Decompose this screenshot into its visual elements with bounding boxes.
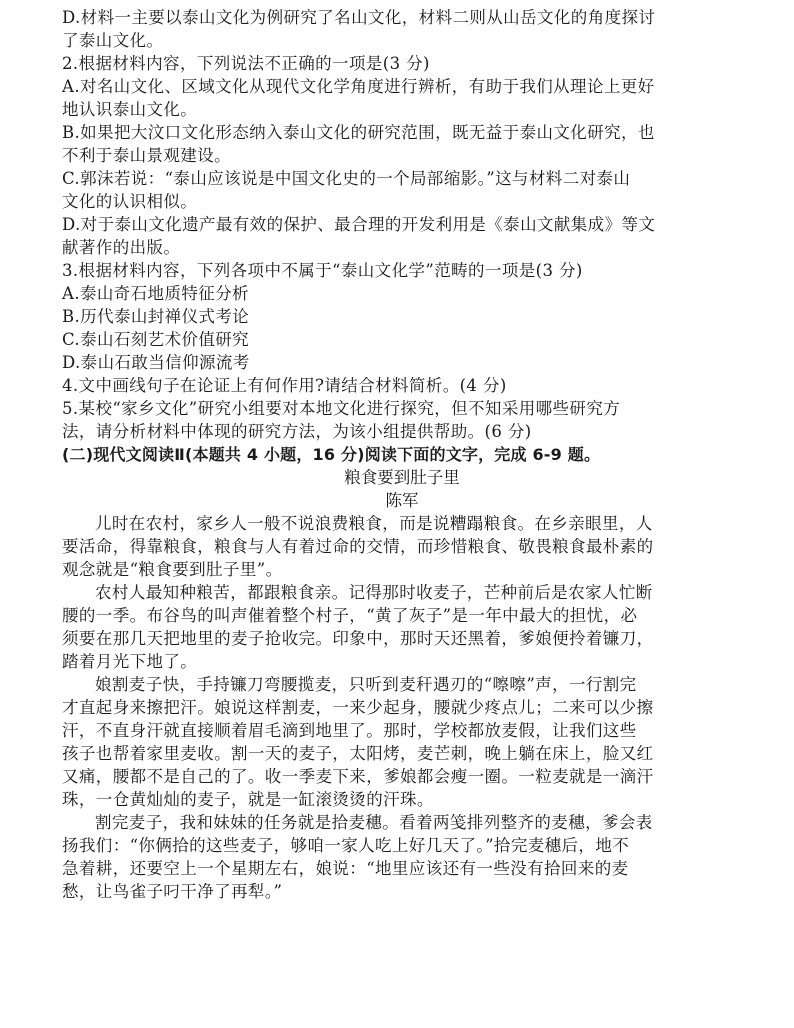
- option-c: C.泰山石刻艺术价值研究: [62, 330, 250, 349]
- text-line: 珠，一仓黄灿灿的麦子，就是一缸滚烫烫的汗珠。: [62, 790, 434, 809]
- text-line: 踏着月光下地了。: [62, 652, 198, 671]
- option-b: B.如果把大汶口文化形态纳入泰山文化的研究范围，既无益于泰山文化研究，也: [62, 123, 655, 142]
- text-line: 才直起身来擦把汗。娘说这样割麦，一来少起身，腰就少疼点儿；二来可以少擦: [62, 698, 654, 717]
- article-author: 陈军: [385, 491, 419, 510]
- text-line: 汗，不直身汗就直接顺着眉毛滴到地里了。那时，学校都放麦假，让我们这些: [62, 721, 637, 740]
- text-line: 割完麦子，我和妹妹的任务就是拾麦穗。看着两笺排列整齐的麦穗，爹会表: [95, 813, 653, 832]
- text-line: 不利于泰山景观建设。: [62, 146, 231, 165]
- text-line: 须要在那几天把地里的麦子抢收完。印象中，那时天还黑着，爹娘便拎着镰刀，: [62, 629, 654, 648]
- question-4: 4.文中画线句子在论证上有何作用?请结合材料简析。(4 分): [62, 376, 507, 395]
- exam-page: [62, 6, 742, 903]
- option-b: B.历代泰山封禅仪式考论: [62, 307, 250, 326]
- text-line: 愁，让鸟雀子叼干净了再犁。”: [62, 882, 283, 901]
- text-line: 孩子也帮着家里麦收。割一天的麦子，太阳烤，麦芒刺，晚上躺在床上，脸又红: [62, 744, 654, 763]
- article-paragraph: [62, 673, 742, 811]
- question-2-stem: 2.根据材料内容，下列说法不正确的一项是(3 分): [62, 54, 430, 73]
- option-c: C.郭沫若说：“泰山应该说是中国文化史的一个局部缩影。”这与材料二对泰山: [62, 169, 631, 188]
- article-title: 粮食要到肚子里: [344, 468, 460, 487]
- question-5: 5.某校“家乡文化”研究小组要对本地文化进行探究，但不知采用哪些研究方: [62, 399, 621, 418]
- text-line: 又痛，腰都不是自己的了。收一季麦下来，爹娘都会瘦一圈。一粒麦就是一滴汗: [62, 767, 654, 786]
- text-line: 地认识泰山文化。: [62, 100, 198, 119]
- text-line: 儿时在农村，家乡人一般不说浪费粮食，而是说糟蹋粮食。在乡亲眼里，人: [95, 514, 653, 533]
- option-a: A.对名山文化、区域文化从现代文化学角度进行辨析，有助于我们从理论上更好: [62, 77, 655, 96]
- option-d: D.对于泰山文化遗产最有效的保护、最合理的开发利用是《泰山文献集成》等文: [62, 215, 656, 234]
- text-line: 了泰山文化。: [62, 31, 164, 50]
- section-heading: (二)现代文阅读Ⅱ(本题共 4 小题，16 分)阅读下面的文字，完成 6-9 题。: [62, 445, 601, 464]
- option-a: A.泰山奇石地质特征分析: [62, 284, 249, 303]
- article-paragraph: [62, 811, 742, 903]
- article-paragraph: [62, 512, 742, 581]
- text-line: 娘割麦子快，手持镰刀弯腰揽麦，只听到麦秆遇刃的“嚓嚓”声，一行割完: [95, 675, 637, 694]
- text-line: 腰的一季。布谷鸟的叫声催着整个村子，“黄了灰子”是一年中最大的担忧，必: [62, 606, 638, 625]
- text-line: 农村人最知种粮苦，都跟粮食亲。记得那时收麦子，芒种前后是农家人忙断: [95, 583, 653, 602]
- text-line: 法，请分析材料中体现的研究方法，为该小组提供帮助。(6 分): [62, 422, 532, 441]
- text-line: 急着耕，还要空上一个星期左右，娘说：“地里应该还有一些没有拾回来的麦: [62, 859, 629, 878]
- question-3-stem: 3.根据材料内容，下列各项中不属于“泰山文化学”范畴的一项是(3 分): [62, 261, 583, 280]
- option-d: D.泰山石敢当信仰源流考: [62, 353, 250, 372]
- text-line: 要活命，得靠粮食，粮食与人有着过命的交情，而珍惜粮食、敬畏粮食最朴素的: [62, 537, 654, 556]
- text-line: 扬我们：“你俩拾的这些麦子，够咱一家人吃上好几天了。”拾完麦穗后，地不: [62, 836, 630, 855]
- text-line: 献著作的出版。: [62, 238, 181, 257]
- question-block: [62, 6, 742, 443]
- text-line: 观念就是“粮食要到肚子里”。: [62, 560, 283, 579]
- text-line: 文化的认识相似。: [62, 192, 198, 211]
- article-paragraph: [62, 581, 742, 673]
- text-line: D.材料一主要以泰山文化为例研究了名山文化，材料二则从山岳文化的角度探讨: [62, 8, 656, 27]
